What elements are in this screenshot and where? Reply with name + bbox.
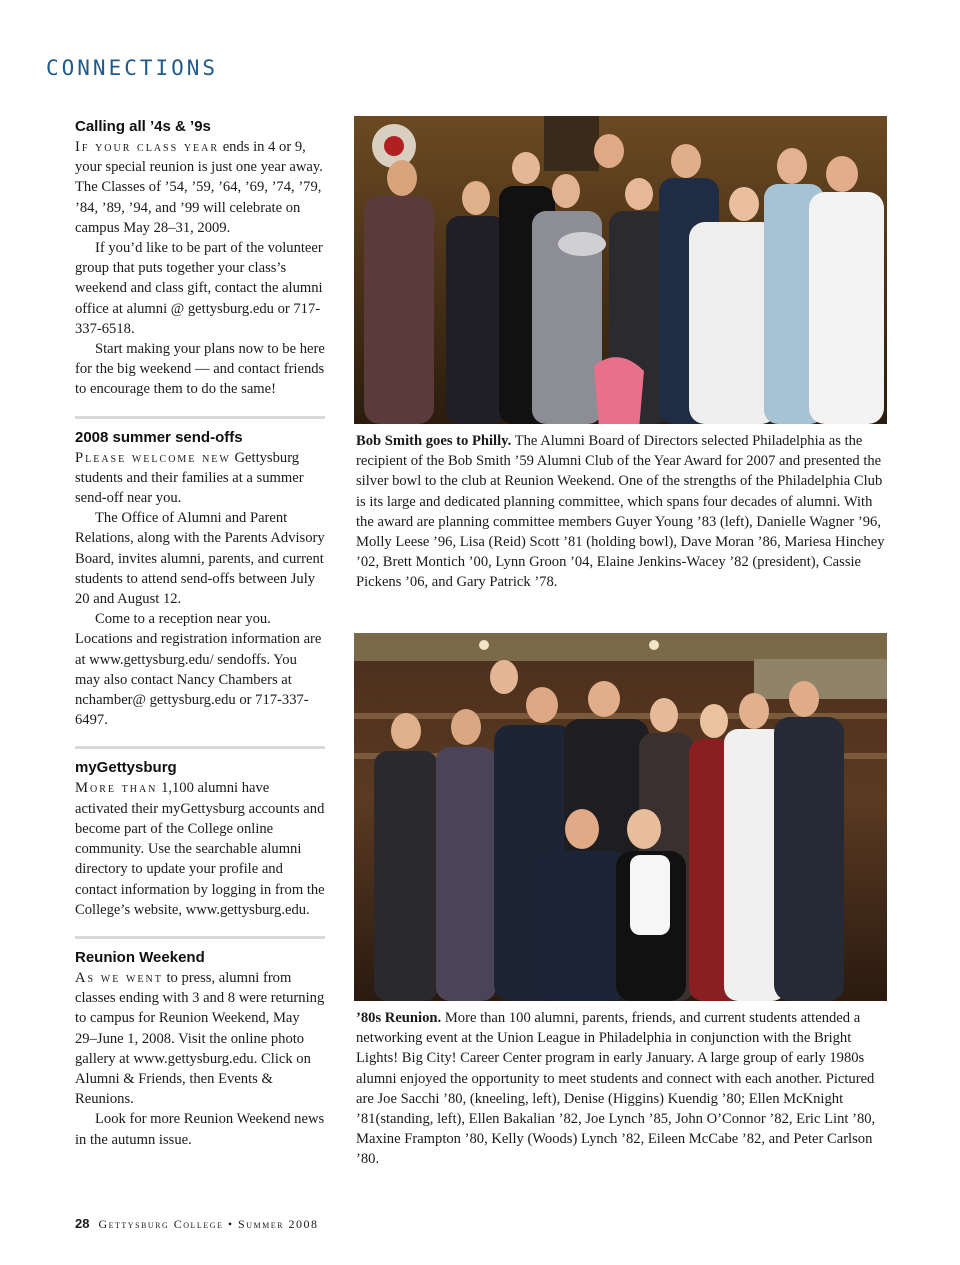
photo-80s-reunion bbox=[354, 633, 887, 1001]
article-reunion-weekend bbox=[75, 936, 325, 1156]
sidebar-articles bbox=[75, 114, 325, 1156]
article-paragraph: If your class year ends in 4 or 9, your special reunion is just one year away. The Classes of ’54, ’59, ’64, ’69, ’74, ’79, ’84, ’89, ’94, and ’99 will celebrate on campus May 28–31, 2009. bbox=[75, 139, 323, 236]
article-paragraph: Start making your plans now to be here for the big weekend — and contact friends to encourage them to do the same! bbox=[75, 341, 325, 398]
photo-philly-club bbox=[354, 116, 887, 424]
article-calling-all bbox=[75, 114, 325, 406]
article-title: 2008 summer send-offs bbox=[75, 428, 243, 446]
article-lead: More than bbox=[75, 780, 158, 797]
page-number: 28 bbox=[75, 1216, 90, 1231]
article-lead: If your class year bbox=[75, 139, 220, 155]
article-summer-sendoffs bbox=[75, 416, 325, 737]
page-footer bbox=[75, 1216, 318, 1232]
publication-name: Gettysburg College • Summer 2008 bbox=[98, 1217, 319, 1231]
article-paragraph: Please welcome new Gettysburg students and their families at a summer send-off near you. bbox=[75, 449, 304, 507]
article-title: myGettysburg bbox=[75, 759, 177, 777]
caption-philly-club bbox=[356, 431, 886, 593]
article-paragraph: Look for more Reunion Weekend news in the autumn issue. bbox=[75, 1111, 325, 1148]
article-title: Calling all ’4s & ’9s bbox=[75, 118, 211, 135]
article-paragraph: More than 1,100 alumni have activated their myGettysburg accounts and become part of the College online community. Use the searchable alumni directory to update your profile and contact information by logging in from the College’s website, www.gettysburg.edu. bbox=[75, 780, 325, 918]
article-title: Reunion Weekend bbox=[75, 948, 205, 966]
caption-text: The Alumni Board of Directors selected Philadelphia as the recipient of the Bob Smith ’59 Alumni Club of the Year Award for 2007 and presented the silver bowl to the club at Reunion Weekend. One of the strengths of the Philadelphia Club is its large and dedicated planning committee, which spans four decades of alumni. With the award are planning committee members Guyer Young ’83 (left), Danielle Wagner ’96, Molly Leese ’96, Lisa (Reid) Scott ’81 (holding bowl), Dave Moran ’86, Mariesa Hinchey ’02, Brett Montich ’00, Lynn Groon ’04, Elaine Jenkins-Wacey ’82 (president), Cassie Pickens ’06, and Gary Patrick ’78. bbox=[356, 433, 885, 591]
article-lead: Please welcome new bbox=[75, 449, 231, 466]
caption-title: ’80s Reunion. bbox=[356, 1010, 442, 1026]
article-lead: As we went bbox=[75, 969, 163, 986]
caption-80s-reunion bbox=[356, 1008, 886, 1170]
section-label: CONNECTIONS bbox=[46, 56, 219, 80]
article-paragraph: If you’d like to be part of the volunteer group that puts together your class’s weekend and class gift, contact the alumni office at alumni @ gettysburg.edu or 717-337-6518. bbox=[75, 240, 323, 337]
article-paragraph: The Office of Alumni and Parent Relations, along with the Parents Advisory Board, invites alumni, parents, and current students to attend send-offs between July 20 and August 12. bbox=[75, 510, 325, 608]
caption-title: Bob Smith goes to Philly. bbox=[356, 433, 512, 449]
article-paragraph: Come to a reception near you. Locations and registration information are at www.gettysburg.edu/ sendoffs. You may also contact Nancy Chambers at nchamber@ gettysburg.edu or 717-337-6497. bbox=[75, 611, 322, 729]
caption-text: More than 100 alumni, parents, friends, and current students attended a networking event at the Union League in Philadelphia in conjunction with the Bright Lights! Big City! Career Center program in early January. A large group of early 1980s alumni enjoyed the opportunity to meet students and connect with each another. Pictured are Joe Sacchi ’80, (kneeling, left), Denise (Higgins) Kuendig ’80; Ellen McKnight ’81(standing, left), Ellen Bakalian ’82, Joe Lynch ’85, John O’Connor ’82, Eric Lint ’80, Maxine Frampton ’80, Kelly (Woods) Lynch ’82, Eileen McCabe ’82, and Peter Carlson ’80. bbox=[356, 1010, 876, 1168]
article-mygettysburg bbox=[75, 746, 325, 925]
article-paragraph: As we went to press, alumni from classes ending with 3 and 8 were returning to campus for Reunion Weekend, May 29–June 1, 2008. Visit the online photo gallery at www.gettysburg.edu. Click on Alumni & Friends, then Events & Reunions. bbox=[75, 969, 325, 1108]
